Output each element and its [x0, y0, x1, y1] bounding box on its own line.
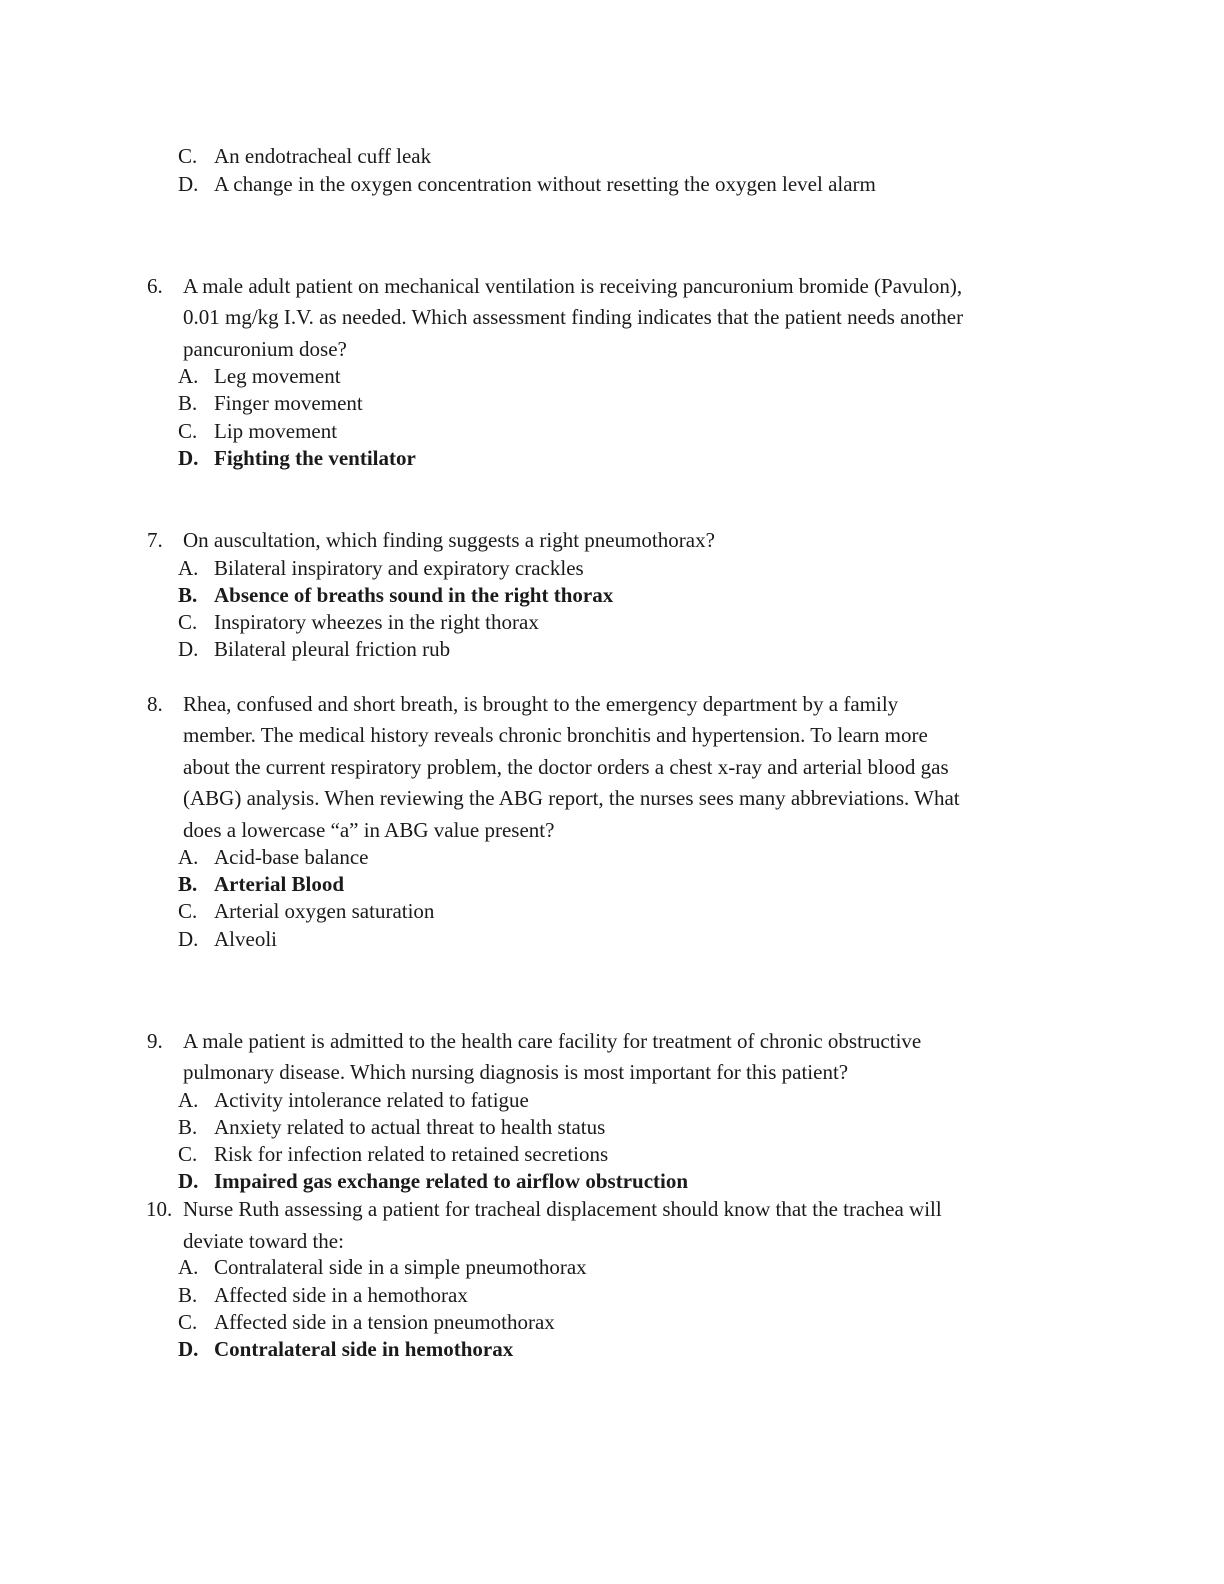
- question-number: 9.: [147, 1029, 163, 1053]
- option-text: Bilateral pleural friction rub: [214, 637, 451, 661]
- question-number: 6.: [147, 274, 163, 298]
- option-letter: D.: [178, 637, 199, 661]
- option-9-b: [178, 1114, 605, 1141]
- question-text-line: does a lowercase “a” in ABG value present?: [183, 818, 555, 842]
- option-text: Arterial Blood: [214, 872, 345, 896]
- option-letter: D.: [178, 446, 199, 470]
- option-text: Arterial oxygen saturation: [214, 899, 435, 923]
- option-letter: B.: [178, 1115, 198, 1139]
- option-letter: C.: [178, 1310, 198, 1334]
- question-text-line: A male adult patient on mechanical ventilation is receiving pancuronium bromide (Pavulon),: [183, 274, 963, 298]
- option-9-d-correct: [178, 1168, 688, 1195]
- option-text: Contralateral side in a simple pneumothorax: [214, 1255, 587, 1279]
- option-7-c: [178, 609, 539, 636]
- question-text-line: 0.01 mg/kg I.V. as needed. Which assessment finding indicates that the patient needs another: [183, 305, 964, 329]
- option-letter: D.: [178, 927, 199, 951]
- option-text: Fighting the ventilator: [214, 446, 416, 470]
- option-letter: B.: [178, 583, 198, 607]
- option-letter: A.: [178, 1088, 199, 1112]
- option-5-c: [178, 143, 431, 170]
- option-letter: C.: [178, 419, 198, 443]
- option-10-b: [178, 1282, 468, 1309]
- option-letter: B.: [178, 391, 198, 415]
- option-letter: A.: [178, 364, 199, 388]
- question-number: 7.: [147, 528, 163, 552]
- option-text: Risk for infection related to retained secretions: [214, 1142, 609, 1166]
- option-letter: A.: [178, 845, 199, 869]
- option-10-d-correct: [178, 1336, 513, 1363]
- option-text: Impaired gas exchange related to airflow obstruction: [214, 1169, 689, 1193]
- option-text: Affected side in a hemothorax: [214, 1283, 468, 1307]
- option-10-a: [178, 1254, 587, 1281]
- option-10-c: [178, 1309, 555, 1336]
- question-number: 10.: [146, 1197, 173, 1221]
- question-text-line: A male patient is admitted to the health care facility for treatment of chronic obstructive: [183, 1029, 922, 1053]
- option-text: Lip movement: [214, 419, 338, 443]
- question-text-line: Rhea, confused and short breath, is brought to the emergency department by a family: [183, 692, 899, 716]
- option-letter: C.: [178, 1142, 198, 1166]
- option-7-b-correct: [178, 582, 613, 609]
- option-text: An endotracheal cuff leak: [214, 144, 432, 168]
- option-text: Absence of breaths sound in the right thorax: [214, 583, 614, 607]
- option-8-b-correct: [178, 871, 344, 898]
- question-text-line: (ABG) analysis. When reviewing the ABG report, the nurses sees many abbreviations. What: [183, 786, 960, 810]
- option-letter: D.: [178, 172, 199, 196]
- option-text: A change in the oxygen concentration without resetting the oxygen level alarm: [214, 172, 876, 196]
- question-number: 8.: [147, 692, 163, 716]
- option-6-c: [178, 418, 337, 445]
- option-letter: B.: [178, 872, 198, 896]
- option-text: Inspiratory wheezes in the right thorax: [214, 610, 539, 634]
- option-text: Acid-base balance: [214, 845, 369, 869]
- option-7-d: [178, 636, 450, 663]
- option-letter: D.: [178, 1337, 199, 1361]
- question-text-line: about the current respiratory problem, the doctor orders a chest x-ray and arterial blood gas: [183, 755, 949, 779]
- option-8-c: [178, 898, 434, 925]
- option-letter: C.: [178, 610, 198, 634]
- option-text: Finger movement: [214, 391, 363, 415]
- option-5-d: [178, 171, 876, 198]
- question-text-line: Nurse Ruth assessing a patient for tracheal displacement should know that the trachea will: [183, 1197, 942, 1221]
- option-text: Contralateral side in hemothorax: [214, 1337, 514, 1361]
- option-text: Anxiety related to actual threat to health status: [214, 1115, 606, 1139]
- option-8-a: [178, 844, 369, 871]
- question-text-line: pulmonary disease. Which nursing diagnosis is most important for this patient?: [183, 1060, 849, 1084]
- option-9-a: [178, 1087, 529, 1114]
- option-text: Alveoli: [214, 927, 277, 951]
- option-text: Bilateral inspiratory and expiratory crackles: [214, 556, 584, 580]
- option-text: Leg movement: [214, 364, 341, 388]
- option-8-d: [178, 926, 277, 953]
- question-text-line: deviate toward the:: [183, 1229, 344, 1253]
- option-9-c: [178, 1141, 608, 1168]
- option-letter: D.: [178, 1169, 199, 1193]
- option-text: Activity intolerance related to fatigue: [214, 1088, 529, 1112]
- option-letter: C.: [178, 144, 198, 168]
- option-6-b: [178, 390, 363, 417]
- option-7-a: [178, 555, 584, 582]
- question-text-line: pancuronium dose?: [183, 337, 347, 361]
- option-6-a: [178, 363, 341, 390]
- question-text-line: member. The medical history reveals chronic bronchitis and hypertension. To learn more: [183, 723, 928, 747]
- option-letter: A.: [178, 556, 199, 580]
- option-letter: C.: [178, 899, 198, 923]
- option-letter: A.: [178, 1255, 199, 1279]
- option-text: Affected side in a tension pneumothorax: [214, 1310, 555, 1334]
- option-letter: B.: [178, 1283, 198, 1307]
- option-6-d-correct: [178, 445, 416, 472]
- question-text-line: On auscultation, which finding suggests a right pneumothorax?: [183, 528, 715, 552]
